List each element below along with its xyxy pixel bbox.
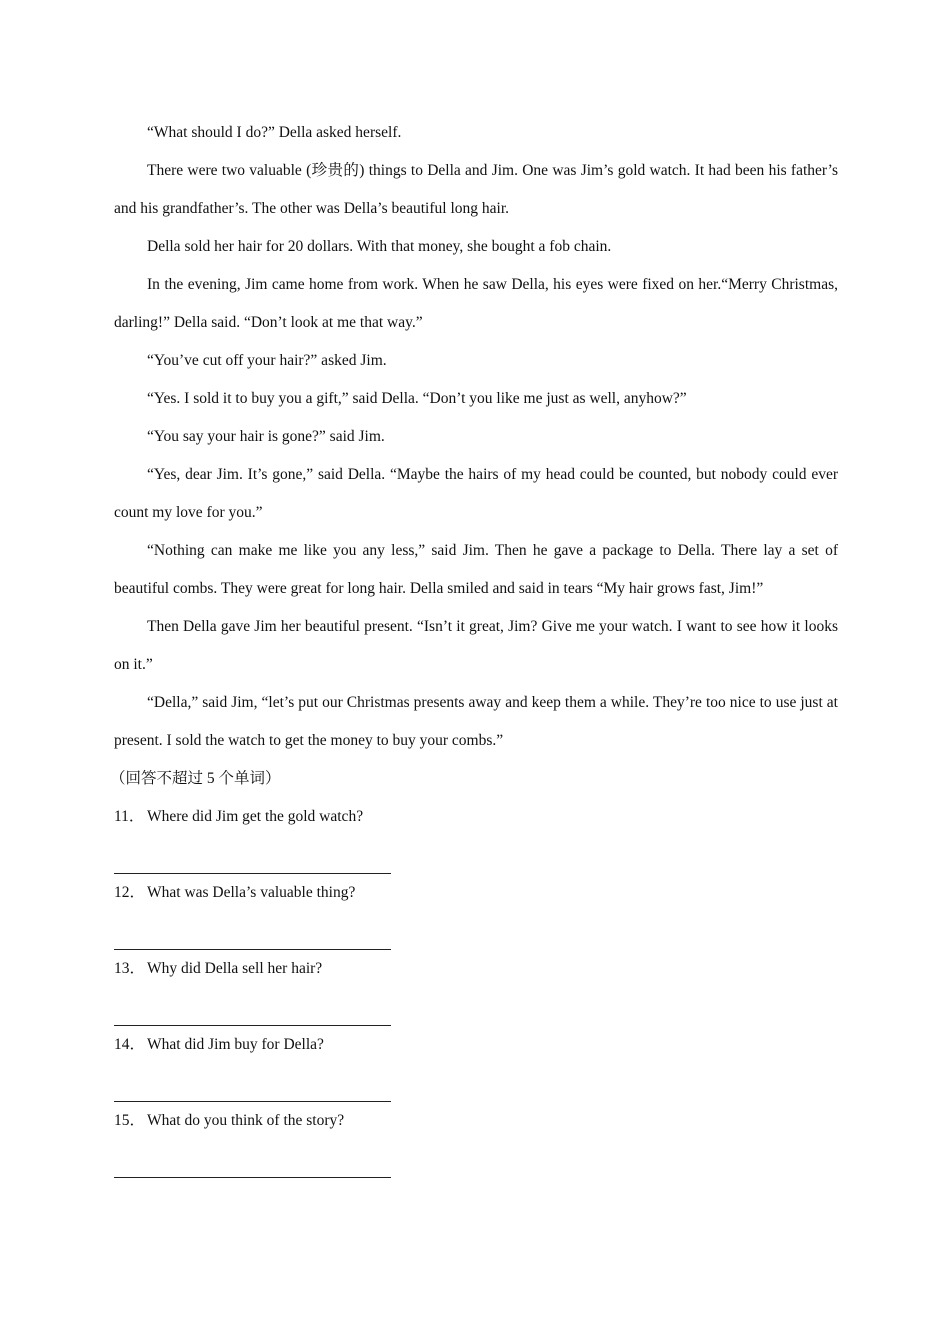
paragraph: “You’ve cut off your hair?” asked Jim.	[147, 352, 387, 369]
question-number: 11．	[114, 808, 145, 825]
question-text: What do you think of the story?	[147, 1112, 345, 1129]
answer-blank[interactable]	[114, 912, 391, 950]
answer-blank[interactable]	[114, 1064, 391, 1102]
question-item	[114, 798, 838, 874]
paragraph: Then Della gave Jim her beautiful present. “Isn’t it great, Jim? Give me your watch. I want to see how it looks on it.”	[114, 618, 838, 673]
answer-blank[interactable]	[114, 1140, 391, 1178]
question-item	[114, 1102, 838, 1178]
answer-blank[interactable]	[114, 836, 391, 874]
question-text: What was Della’s valuable thing?	[147, 884, 356, 901]
story-text	[114, 114, 838, 760]
question-text: What did Jim buy for Della?	[147, 1036, 324, 1053]
question-number: 13．	[114, 960, 146, 977]
paragraph: Della sold her hair for 20 dollars. With that money, she bought a fob chain.	[147, 238, 612, 255]
paragraph: “Nothing can make me like you any less,” said Jim. Then he gave a package to Della. There lay a set of beautiful combs. They were great for long hair. Della smiled and said in tears “My hair grows fast, Jim!”	[114, 542, 838, 597]
question-item	[114, 874, 838, 950]
question-number: 14．	[114, 1036, 146, 1053]
question-item	[114, 950, 838, 1026]
paragraph: There were two valuable (珍贵的) things to Della and Jim. One was Jim’s gold watch. It had been his father’s and his grandfather’s. The other was Della’s beautiful long hair.	[114, 162, 838, 217]
paragraph: “You say your hair is gone?” said Jim.	[147, 428, 385, 445]
question-number: 15．	[114, 1112, 146, 1129]
question-number: 12．	[114, 884, 146, 901]
paragraph: In the evening, Jim came home from work. When he saw Della, his eyes were fixed on her.“Merry Christmas, darling!” Della said. “Don’t look at me that way.”	[114, 276, 838, 331]
answer-blank[interactable]	[114, 988, 391, 1026]
paragraph: “What should I do?” Della asked herself.	[147, 124, 402, 141]
paragraph: “Yes, dear Jim. It’s gone,” said Della. “Maybe the hairs of my head could be counted, but nobody could ever count my love for you.”	[114, 466, 838, 521]
paragraph: “Yes. I sold it to buy you a gift,” said Della. “Don’t you like me just as well, anyhow?”	[147, 390, 687, 407]
question-text: Where did Jim get the gold watch?	[147, 808, 364, 825]
answer-instruction: （回答不超过 5 个单词）	[110, 770, 281, 787]
paragraph: “Della,” said Jim, “let’s put our Christmas presents away and keep them a while. They’re too nice to use just at present. I sold the watch to get the money to buy your combs.”	[114, 694, 838, 749]
question-text: Why did Della sell her hair?	[147, 960, 323, 977]
question-item	[114, 1026, 838, 1102]
question-list	[114, 798, 838, 1178]
